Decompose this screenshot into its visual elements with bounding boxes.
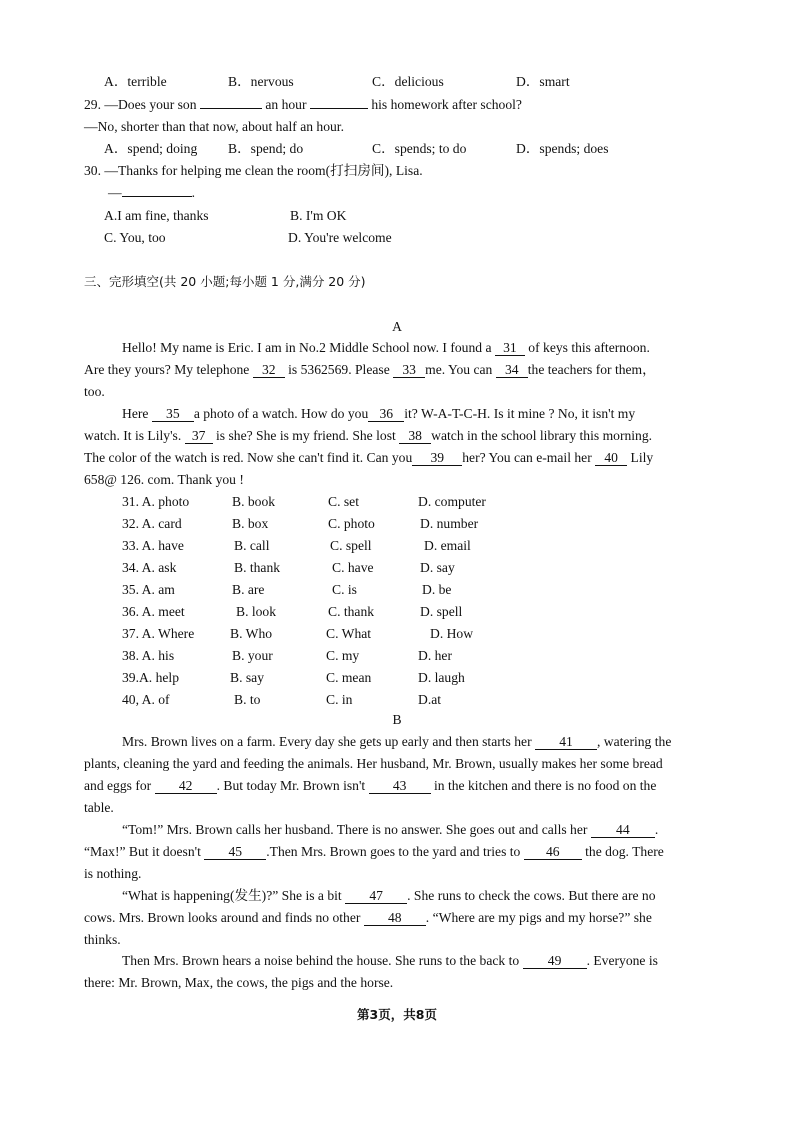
blank-35: 35 (152, 407, 194, 422)
option-34-d: D. say (420, 560, 455, 575)
option-37-b: B. Who (230, 626, 273, 641)
blank-44: 44 (591, 823, 655, 838)
blank-49: 49 (523, 954, 587, 969)
blank-31: 31 (495, 341, 525, 356)
blank-40: 40 (595, 451, 627, 466)
option-39-d: D. laugh (418, 670, 465, 685)
option-39-b: B. say (230, 670, 264, 685)
option-35-a: 35. A. am (122, 582, 175, 597)
passage-a-line: Here 35 a photo of a watch. How do you 36 it? W-A-T-C-H. Is it mine ? No, it isn't my (122, 406, 636, 421)
q29-option-a: A．spend; doing (104, 141, 198, 156)
option-34-b: B. thank (234, 560, 281, 575)
blank-48: 48 (364, 911, 426, 926)
option-33-a: 33. A. have (122, 538, 184, 553)
blank-32: 32 (253, 363, 285, 378)
option-38-d: D. her (418, 648, 452, 663)
option-32-d: D. number (420, 516, 479, 531)
option-35-c: C. is (332, 582, 357, 597)
option-40-d: D.at (418, 692, 442, 707)
option-31-c: C. set (328, 494, 359, 509)
passage-b-line: “What is happening(发生)?” She is a bit 47 . She runs to check the cows. But there are no (122, 888, 656, 903)
option-39-c: C. mean (326, 670, 372, 685)
option-34-c: C. have (332, 560, 374, 575)
passage-a-line: watch. It is Lily's. 37 is she? She is my friend. She lost 38 watch in the school library this morning. (84, 428, 653, 443)
option-38-a: 38. A. his (122, 648, 175, 663)
blank-39: 39 (412, 451, 462, 466)
option-34-a: 34. A. ask (122, 560, 177, 575)
option-32-c: C. photo (328, 516, 375, 531)
option-36-b: B. look (236, 604, 277, 619)
option-36-d: D. spell (420, 604, 463, 619)
option-31-b: B. book (232, 494, 276, 509)
passage-a-line: too. (84, 384, 105, 399)
passage-b-line: plants, cleaning the yard and feeding the animals. Her husband, Mr. Brown, usually makes her some bread (84, 756, 663, 771)
blank-34: 34 (496, 363, 528, 378)
passage-b-line: table. (84, 800, 114, 815)
passage-b-label: B (392, 712, 402, 727)
page-number: 第3页，共8页 (357, 1007, 437, 1022)
option-31-d: D. computer (418, 494, 486, 509)
blank-42: 42 (155, 779, 217, 794)
q29-reply: —No, shorter than that now, about half an hour. (84, 119, 344, 134)
answer-blank (122, 196, 192, 197)
blank-36: 36 (368, 407, 404, 422)
passage-b-line: “Tom!” Mrs. Brown calls her husband. There is no answer. She goes out and calls her 44 . (122, 822, 659, 837)
option-35-b: B. are (232, 582, 265, 597)
option-32-a: 32. A. card (122, 516, 182, 531)
q30-option-b: B. I'm OK (290, 208, 347, 223)
q30-option-a: A.I am fine, thanks (104, 208, 209, 223)
option-35-d: D. be (422, 582, 452, 597)
passage-a-line: The color of the watch is red. Now she can't find it. Can you 39 her? You can e-mail her 40 Lily (84, 450, 654, 465)
passage-a-line: 658@ 126. com. Thank you ! (84, 472, 244, 487)
option-32-b: B. box (232, 516, 269, 531)
answer-blank (200, 108, 262, 109)
option-38-c: C. my (326, 648, 360, 663)
option-33-d: D. email (424, 538, 471, 553)
answer-blank (310, 108, 368, 109)
passage-b-line: and eggs for 42 . But today Mr. Brown isn't 43 in the kitchen and there is no food on the (84, 778, 657, 793)
q28-option-d: D．smart (516, 74, 570, 89)
option-36-c: C. thank (328, 604, 375, 619)
q30-stem: 30. —Thanks for helping me clean the room(打扫房间), Lisa. (84, 163, 423, 178)
option-40-c: C. in (326, 692, 353, 707)
option-40-a: 40, A. of (122, 692, 170, 707)
q30-reply: — . (108, 185, 195, 200)
passage-b-line: there: Mr. Brown, Max, the cows, the pigs and the horse. (84, 975, 394, 990)
q30-option-c: C. You, too (104, 230, 166, 245)
q28-option-b: B．nervous (228, 74, 294, 89)
passage-b-line: thinks. (84, 932, 121, 947)
passage-b-line: is nothing. (84, 866, 142, 881)
blank-41: 41 (535, 735, 597, 750)
blank-37: 37 (185, 429, 213, 444)
blank-46: 46 (524, 845, 582, 860)
passage-b-line: cows. Mrs. Brown looks around and finds no other 48 . “Where are my pigs and my horse?” she (84, 910, 652, 925)
blank-38: 38 (399, 429, 431, 444)
option-33-b: B. call (234, 538, 270, 553)
passage-a-line: Are they yours? My telephone 32 is 5362569. Please 33 me. You can 34 the teachers for them， (84, 362, 656, 377)
passage-a-line: Hello! My name is Eric. I am in No.2 Middle School now. I found a 31 of keys this afternoon. (122, 340, 650, 355)
option-33-c: C. spell (330, 538, 372, 553)
option-37-a: 37. A. Where (122, 626, 195, 641)
passage-a-label: A (392, 319, 402, 334)
q28-option-a: A．terrible (104, 74, 167, 89)
passage-b-line: Mrs. Brown lives on a farm. Every day she gets up early and then starts her 41 , watering the (122, 734, 672, 749)
blank-43: 43 (369, 779, 431, 794)
section-title: 三、完形填空(共 20 小题;每小题 1 分,满分 20 分) (84, 274, 366, 289)
passage-b-line: Then Mrs. Brown hears a noise behind the house. She runs to the back to 49 . Everyone is (122, 953, 658, 968)
q30-option-d: D. You're welcome (288, 230, 392, 245)
q29-stem: 29. —Does your son an hour his homework after school? (84, 97, 522, 112)
option-38-b: B. your (232, 648, 273, 663)
q29-option-d: D．spends; does (516, 141, 609, 156)
option-39-a: 39.A. help (122, 670, 180, 685)
q29-option-c: C．spends; to do (372, 141, 467, 156)
blank-33: 33 (393, 363, 425, 378)
option-37-c: C. What (326, 626, 372, 641)
option-36-a: 36. A. meet (122, 604, 185, 619)
passage-b-line: “Max!” But it doesn't 45 .Then Mrs. Brown goes to the yard and tries to 46 the dog. There (84, 844, 664, 859)
option-40-b: B. to (234, 692, 261, 707)
q28-option-c: C．delicious (372, 74, 444, 89)
option-31-a: 31. A. photo (122, 494, 190, 509)
blank-45: 45 (204, 845, 266, 860)
q29-option-b: B．spend; do (228, 141, 304, 156)
blank-47: 47 (345, 889, 407, 904)
option-37-d: D. How (430, 626, 474, 641)
